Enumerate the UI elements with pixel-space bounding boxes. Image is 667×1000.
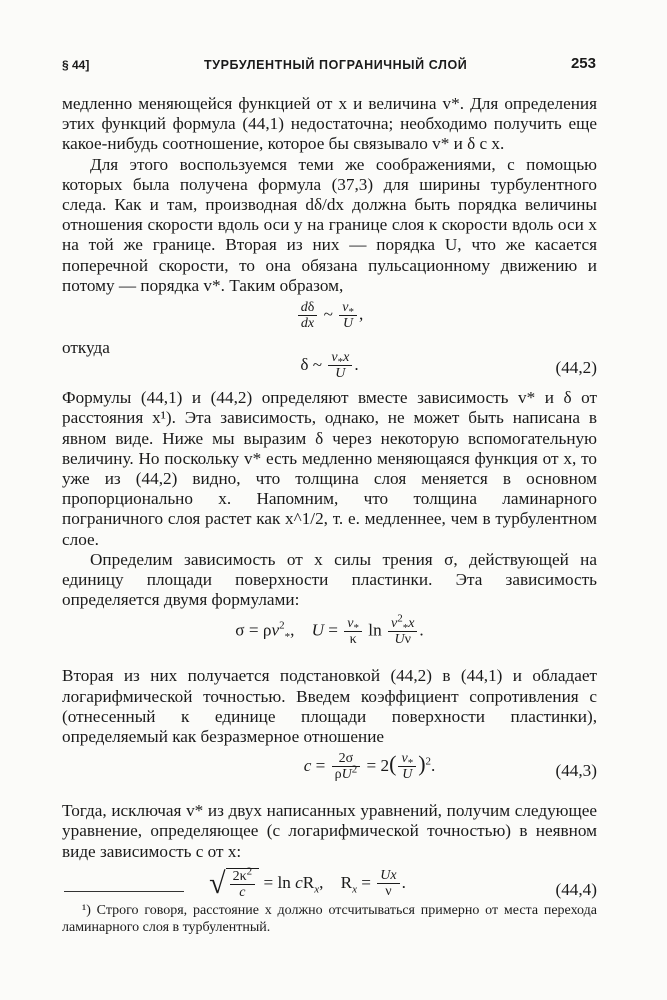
equation-44-3: c = $\frac{2\sigma}{\rho U^2}$ = 2( $\frac{v_*}{U}$ )$^2$. (44,3) bbox=[303, 750, 597, 783]
running-title: ТУРБУЛЕНТНЫЙ ПОГРАНИЧНЫЙ СЛОЙ bbox=[204, 58, 468, 72]
square-root: √ $\frac{2\kappa^2}{c}$ bbox=[209, 868, 259, 900]
equation-number-44-3: (44,3) bbox=[555, 761, 597, 781]
paragraph-7: Тогда, исключая v* из двух написанных уравнений, получим следующее уравнение, определяющее (с логарифмической точностью) в неявном виде зависимость c от x: bbox=[62, 801, 597, 861]
paragraph-6: Вторая из них получается подстановкой (44,2) в (44,1) и обладает логарифмической точностью. Введем коэффициент сопротивления c (отнесенный к единице площади поверхности пластинки), определяемый как безразмерное отношение bbox=[62, 666, 597, 747]
fraction-vx-over-U: $\frac{v_*x}{U}$ bbox=[328, 350, 352, 381]
fraction-d-delta-dx: $\frac{d\delta}{dx}$ bbox=[298, 300, 318, 331]
footnote-rule bbox=[64, 891, 184, 892]
fraction-Ux-over-nu: $\frac{Ux}{\nu}$ bbox=[377, 868, 399, 899]
paragraph-4: Формулы (44,1) и (44,2) определяют вместе зависимость v* и δ от расстояния x¹). Эта зависимость, однако, не может быть написана в явном виде. Ниже мы выразим δ через некоторую вспомогательную величину. Но поскольку v* есть медленно меняющаяся функция от x, то уже из (44,2) видно, что толщина слоя меняется в основном пропорционально x. Напомним, что толщина ламинарного пограничного слоя растет как x^1/2, т. е. медленнее, чем в турбулентном слое. bbox=[62, 388, 597, 549]
fraction-v-over-U-sq: $\frac{v_*}{U}$ bbox=[398, 751, 416, 782]
paragraph-1: медленно меняющейся функцией от x и величина v*. Для определения этих функций формула (44,1) недостаточна; необходимо получить еще какое-нибудь соотношение, которое бы связывало v* и δ с x. bbox=[62, 94, 597, 154]
equation-number-44-4: (44,4) bbox=[555, 879, 597, 899]
equation-friction: $\sigma = \rho v^2_*$, U = $\frac{v_*}{\kappa}$ ln $\frac{v^2_*x}{U\nu}$ . bbox=[235, 612, 424, 648]
equation-number-44-2: (44,2) bbox=[555, 358, 597, 378]
footnote bbox=[62, 902, 597, 936]
equation-44-2: δ ~ $\frac{v_*x}{U}$ . (44,2) bbox=[300, 350, 597, 382]
section-marker: § 44] bbox=[62, 58, 90, 72]
page-number: 253 bbox=[570, 55, 596, 72]
fraction-v-over-U: $\frac{v_*}{U}$ bbox=[339, 300, 357, 331]
equation-d-delta-dx: $\frac{d\delta}{dx}$ ~ $\frac{v_*}{U}$ , bbox=[62, 300, 597, 338]
paragraph-3: откуда bbox=[62, 338, 110, 358]
fraction-v-over-kappa: $\frac{v_*}{\kappa}$ bbox=[344, 616, 362, 647]
fraction-2sigma-over-rhoU2: $\frac{2\sigma}{\rho U^2}$ bbox=[332, 751, 361, 782]
footnote-text: ¹) Строго говоря, расстояние x должно отсчитываться примерно от места перехода ламинарного слоя в турбулентный. bbox=[62, 903, 597, 935]
paragraph-5: Определим зависимость от x силы трения σ, действующей на единицу площади поверхности пластинки. Эта зависимость определяется двумя формулами: bbox=[62, 549, 597, 610]
equation-44-4: √ $\frac{2\kappa^2}{c}$ = $\ln cR_x$, $R_x$ = $\frac{Ux}{\nu}$ . (44,4) bbox=[209, 865, 597, 900]
main-text bbox=[62, 94, 597, 914]
paragraph-2: Для этого воспользуемся теми же соображениями, с помощью которых была получена формула (37,3) для ширины турбулентного следа. Как и там, производная dδ/dx должна быть порядка величины отношения скорости вдоль оси y на границе слоя к скорости вдоль оси x на той же границе. Вторая из них — порядка U, что же касается поперечной скорости, то она обязана пульсационному движению и потому — порядка v*. Таким образом, bbox=[62, 154, 597, 295]
fraction-2kappa2-over-c: $\frac{2\kappa^2}{c}$ bbox=[230, 869, 256, 900]
fraction-v2x-over-Unu: $\frac{v^2_*x}{U\nu}$ bbox=[388, 616, 417, 647]
